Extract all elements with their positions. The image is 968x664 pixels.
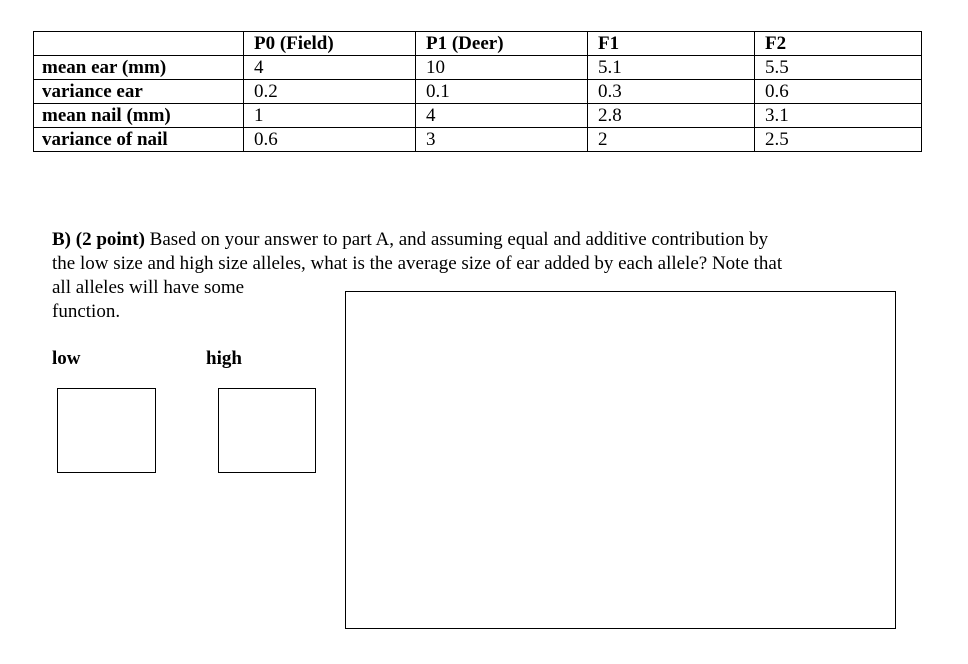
table-cell: 2.5: [755, 128, 922, 152]
question-line-2: the low size and high size alleles, what is the average size of ear added by each allele? Note that: [52, 253, 783, 274]
table-cell: 0.6: [244, 128, 416, 152]
work-area-box[interactable]: [345, 291, 896, 629]
table-cell: 0.1: [416, 80, 588, 104]
table-cell: 5.5: [755, 56, 922, 80]
low-label: low: [52, 348, 81, 369]
table-header-cell: F1: [588, 32, 755, 56]
table-header-cell: P0 (Field): [244, 32, 416, 56]
question-line-4: function.: [52, 301, 121, 322]
table-cell: 2.8: [588, 104, 755, 128]
data-table: [33, 31, 922, 152]
question-line-3: all alleles will have some: [52, 277, 245, 298]
table-cell: 3.1: [755, 104, 922, 128]
row-label: mean ear (mm): [34, 56, 244, 80]
row-label: variance of nail: [34, 128, 244, 152]
table-cell: 1: [244, 104, 416, 128]
table-cell: 3: [416, 128, 588, 152]
row-label: mean nail (mm): [34, 104, 244, 128]
table-header-cell: P1 (Deer): [416, 32, 588, 56]
table-cell: 4: [416, 104, 588, 128]
table-row: [34, 80, 922, 104]
table-row: [34, 128, 922, 152]
table-cell: 10: [416, 56, 588, 80]
table-row: [34, 104, 922, 128]
table-cell: 0.3: [588, 80, 755, 104]
table-header-cell: [34, 32, 244, 56]
table-cell: 5.1: [588, 56, 755, 80]
row-label: variance ear: [34, 80, 244, 104]
low-answer-box[interactable]: [57, 388, 156, 473]
high-answer-box[interactable]: [218, 388, 316, 473]
table-cell: 4: [244, 56, 416, 80]
table-header-row: [34, 32, 922, 56]
question-line-1-text: Based on your answer to part A, and assuming equal and additive contribution by: [144, 229, 769, 250]
high-label: high: [206, 348, 242, 369]
table-cell: 0.6: [755, 80, 922, 104]
table-cell: 0.2: [244, 80, 416, 104]
table-row: [34, 56, 922, 80]
question-line-1: [52, 228, 882, 252]
table-cell: 2: [588, 128, 755, 152]
table-header-cell: F2: [755, 32, 922, 56]
question-prefix: B) (2 point): [52, 229, 145, 250]
